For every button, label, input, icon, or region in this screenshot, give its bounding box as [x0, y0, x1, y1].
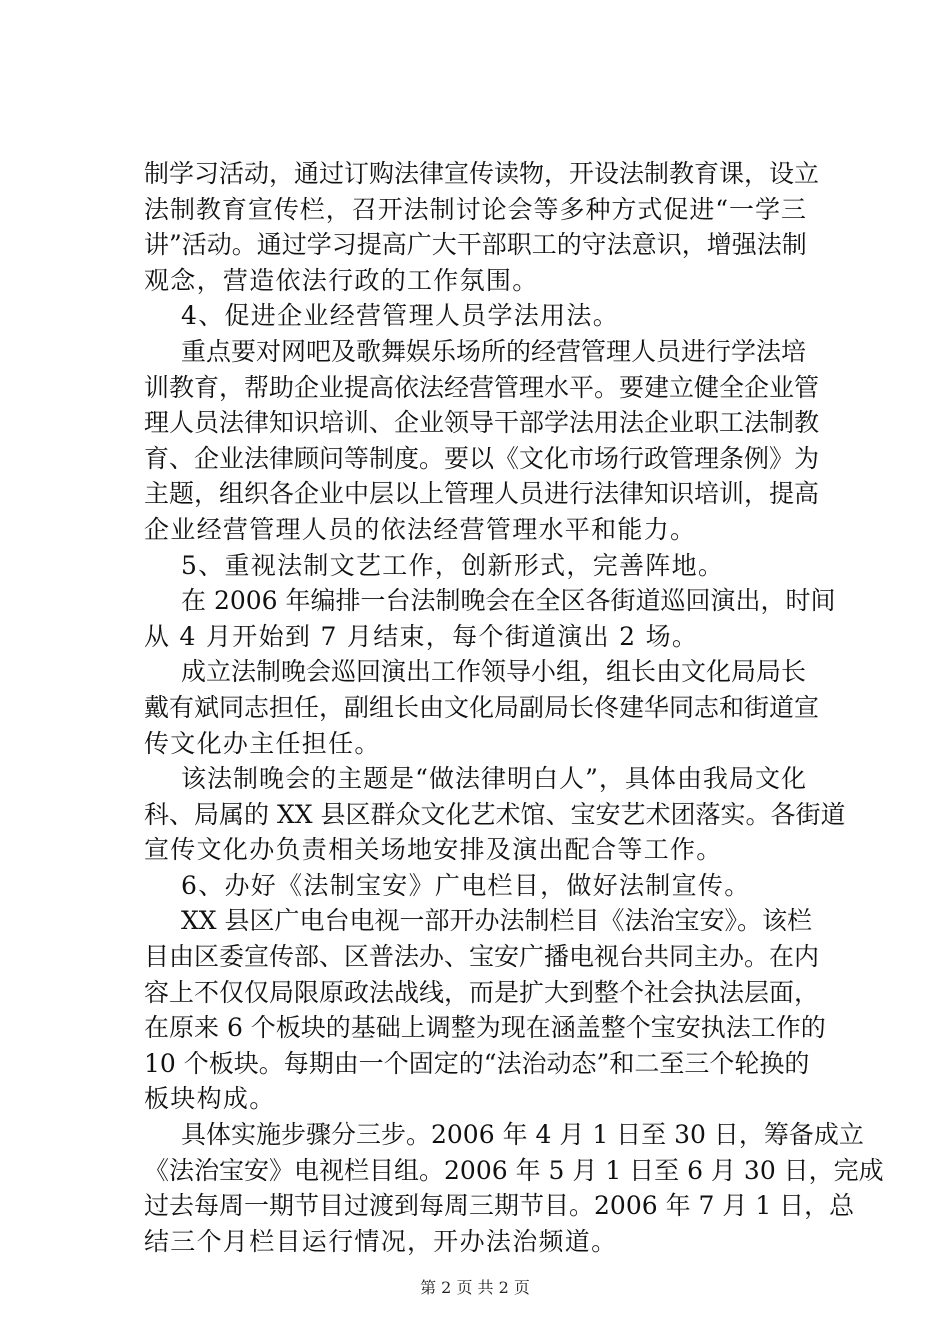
text-line: 在原来 6 个板块的基础上调整为现在涵盖整个宝安执法工作的 — [144, 1013, 826, 1043]
text-line: 5、重视法制文艺工作，创新形式，完善阵地。 — [181, 550, 725, 580]
text-line: 制学习活动，通过订购法律宣传读物，开设法制教育课，设立 — [144, 159, 820, 188]
text-line: 4、促进企业经营管理人员学法用法。 — [181, 301, 620, 331]
text-line: 宣传文化办负责相关场地安排及演出配合等工作。 — [144, 835, 723, 865]
text-line: 板块构成。 — [144, 1084, 276, 1114]
text-line: XX 县区广电台电视一部开办法制栏目《法治宝安》。该栏 — [181, 906, 813, 936]
text-line: 训教育，帮助企业提高依法经营管理水平。要建立健全企业管 — [144, 372, 820, 402]
text-line: 企业经营管理人员的依法经营管理水平和能力。 — [144, 514, 697, 544]
text-line: 戴有斌同志担任，副组长由文化局副局长佟建华同志和街道宣 — [144, 692, 820, 722]
text-line: 10 个板块。每期由一个固定的“法治动态”和二至三个轮换的 — [144, 1048, 810, 1078]
text-line: 成立法制晚会巡回演出工作领导小组，组长由文化局局长 — [181, 657, 807, 687]
text-line: 在 2006 年编排一台法制晚会在全区各街道巡回演出，时间 — [181, 586, 836, 616]
page-footer: 第 2 页 共 2 页 — [420, 1278, 530, 1297]
text-line: 育、企业法律顾问等制度。要以《文化市场行政管理条例》为 — [144, 443, 820, 473]
text-line: 《法治宝安》电视栏目组。2006 年 5 月 1 日至 6 月 30 日，完成 — [144, 1155, 884, 1185]
text-line: 法制教育宣传栏，召开法制讨论会等多种方式促进“一学三 — [144, 194, 806, 224]
document-body — [144, 156, 884, 1259]
text-line: 从 4 月开始到 7 月结束，每个街道演出 2 场。 — [144, 621, 699, 651]
text-line: 观念，营造依法行政的工作氛围。 — [144, 265, 539, 295]
text-line: 容上不仅仅局限原政法战线，而是扩大到整个社会执法层面， — [144, 977, 820, 1007]
text-line: 该法制晚会的主题是“做法律明白人”，具体由我局文化 — [181, 764, 806, 794]
text-line: 重点要对网吧及歌舞娱乐场所的经营管理人员进行学法培 — [181, 336, 807, 366]
text-line: 具体实施步骤分三步。2006 年 4 月 1 日至 30 日，筹备成立 — [181, 1120, 864, 1150]
text-line: 过去每周一期节目过渡到每周三期节目。2006 年 7 月 1 日，总 — [144, 1191, 855, 1221]
text-line: 讲”活动。通过学习提高广大干部职工的守法意识，增强法制 — [144, 230, 807, 260]
text-line: 理人员法律知识培训、企业领导干部学法用法企业职工法制教 — [144, 408, 820, 438]
text-line: 科、局属的 XX 县区群众文化艺术馆、宝安艺术团落实。各街道 — [144, 799, 846, 829]
text-line: 传文化办主任担任。 — [144, 728, 381, 758]
text-line: 目由区委宣传部、区普法办、宝安广播电视台共同主办。在内 — [144, 942, 820, 972]
text-line: 结三个月栏目运行情况，开办法治频道。 — [144, 1226, 618, 1256]
text-line: 主题，组织各企业中层以上管理人员进行法律知识培训，提高 — [144, 479, 820, 509]
text-line: 6、办好《法制宝安》广电栏目，做好法制宣传。 — [181, 870, 751, 900]
